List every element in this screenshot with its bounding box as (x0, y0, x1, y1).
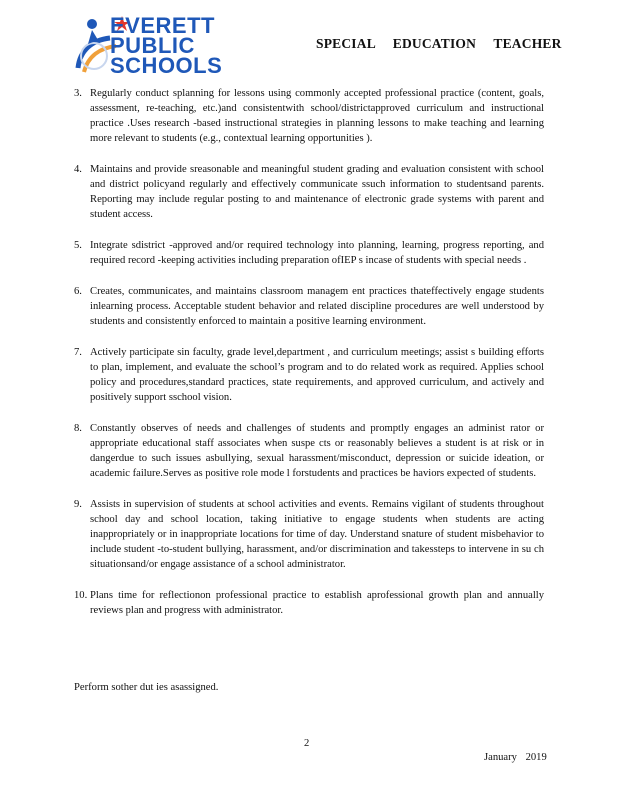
item-number: 6. (74, 286, 82, 297)
list-item (74, 588, 544, 618)
list-item (74, 162, 544, 222)
logo-line-3: SCHOOLS (110, 53, 223, 78)
item-number: 4. (74, 164, 82, 175)
duties-list (74, 86, 544, 618)
document-title: SPECIAL EDUCATION TEACHER (316, 36, 562, 51)
revision-date: January 2019 (484, 752, 547, 763)
item-number: 8. (74, 423, 82, 434)
list-item (74, 86, 544, 146)
list-item (74, 421, 544, 481)
item-text: Integrate sdistrict -approved and/or required technology into planning, learning, progress reporting, and required record -keeping activities including preparation ofIEP s incase of students with special needs . (90, 240, 544, 266)
list-item (74, 238, 544, 268)
page-number: 2 (304, 738, 310, 749)
item-text: Constantly observes of needs and challenges of students and promptly engages an administ rator or appropriate educational staff associates when suspe cts or reasonably believes a student is at risk or in dangerdue to such issues asbullying, sexual harassment/misconduct, depression or suicide ideation, or academic failure.Serves as positive role mode l forstudents and practices be haviors expected of students. (90, 423, 544, 479)
item-text: Plans time for reflectionon professional practice to establish aprofessional growth plan and annually reviews plan and progress with administrator. (90, 590, 544, 616)
list-item (74, 284, 544, 329)
item-number: 10. (74, 590, 88, 601)
list-item (74, 497, 544, 572)
list-item (74, 345, 544, 405)
other-duties-text: Perform sother dut ies asassigned. (74, 682, 219, 693)
item-number: 7. (74, 347, 82, 358)
item-text: Regularly conduct splanning for lessons using commonly accepted professional practice (content, goals, assessment, re-teaching, etc.)and consistentwith school/districtapproved curriculum and instructional practice .Uses research -based instructional strategies in planning lessons to make teaching and learning more relevant to students (e.g., contextual learning opportunities ). (90, 88, 544, 144)
logo-line-1: EVERETT (110, 13, 215, 38)
item-text: Actively participate sin faculty, grade level,department , and curriculum meetings; assist s building efforts to plan, implement, and evaluate the school’s program and to do related work as required. Applies school policy and procedures,standard practices, state requirements, and approved curriculum, and actively and positively support sschool vision. (90, 347, 544, 403)
logo-line-2: PUBLIC (110, 33, 195, 58)
item-text: Maintains and provide sreasonable and meaningful student grading and evaluation consistent with school and district policyand regularly and effectively communicate ssuch information to studentsand parents. Reporting may include regular posting to and maintenance of electronic grade systems with parent and student access. (90, 164, 544, 220)
item-number: 3. (74, 88, 82, 99)
logo-wordmark (110, 13, 223, 78)
item-text: Creates, communicates, and maintains classroom managem ent practices thateffectively engage students inlearning process. Acceptable student behavior and related discipline procedures are well understood by students and consistently enforced to maintain a positive learning environment. (90, 286, 544, 327)
item-number: 9. (74, 499, 82, 510)
everett-public-schools-logo (70, 10, 240, 80)
item-text: Assists in supervision of students at school activities and events. Remains vigilant of students throughout school day and school location, taking initiative to engage students when students are acting inappropriately or in inappropriate locations for time of day. Understand snature of student misbehavior to include student -to-student bullying, harassment, and/or discrimination and takessteps to intervene in su ch situationsand/or engage assistance of a school administrator. (90, 499, 544, 570)
item-number: 5. (74, 240, 82, 251)
